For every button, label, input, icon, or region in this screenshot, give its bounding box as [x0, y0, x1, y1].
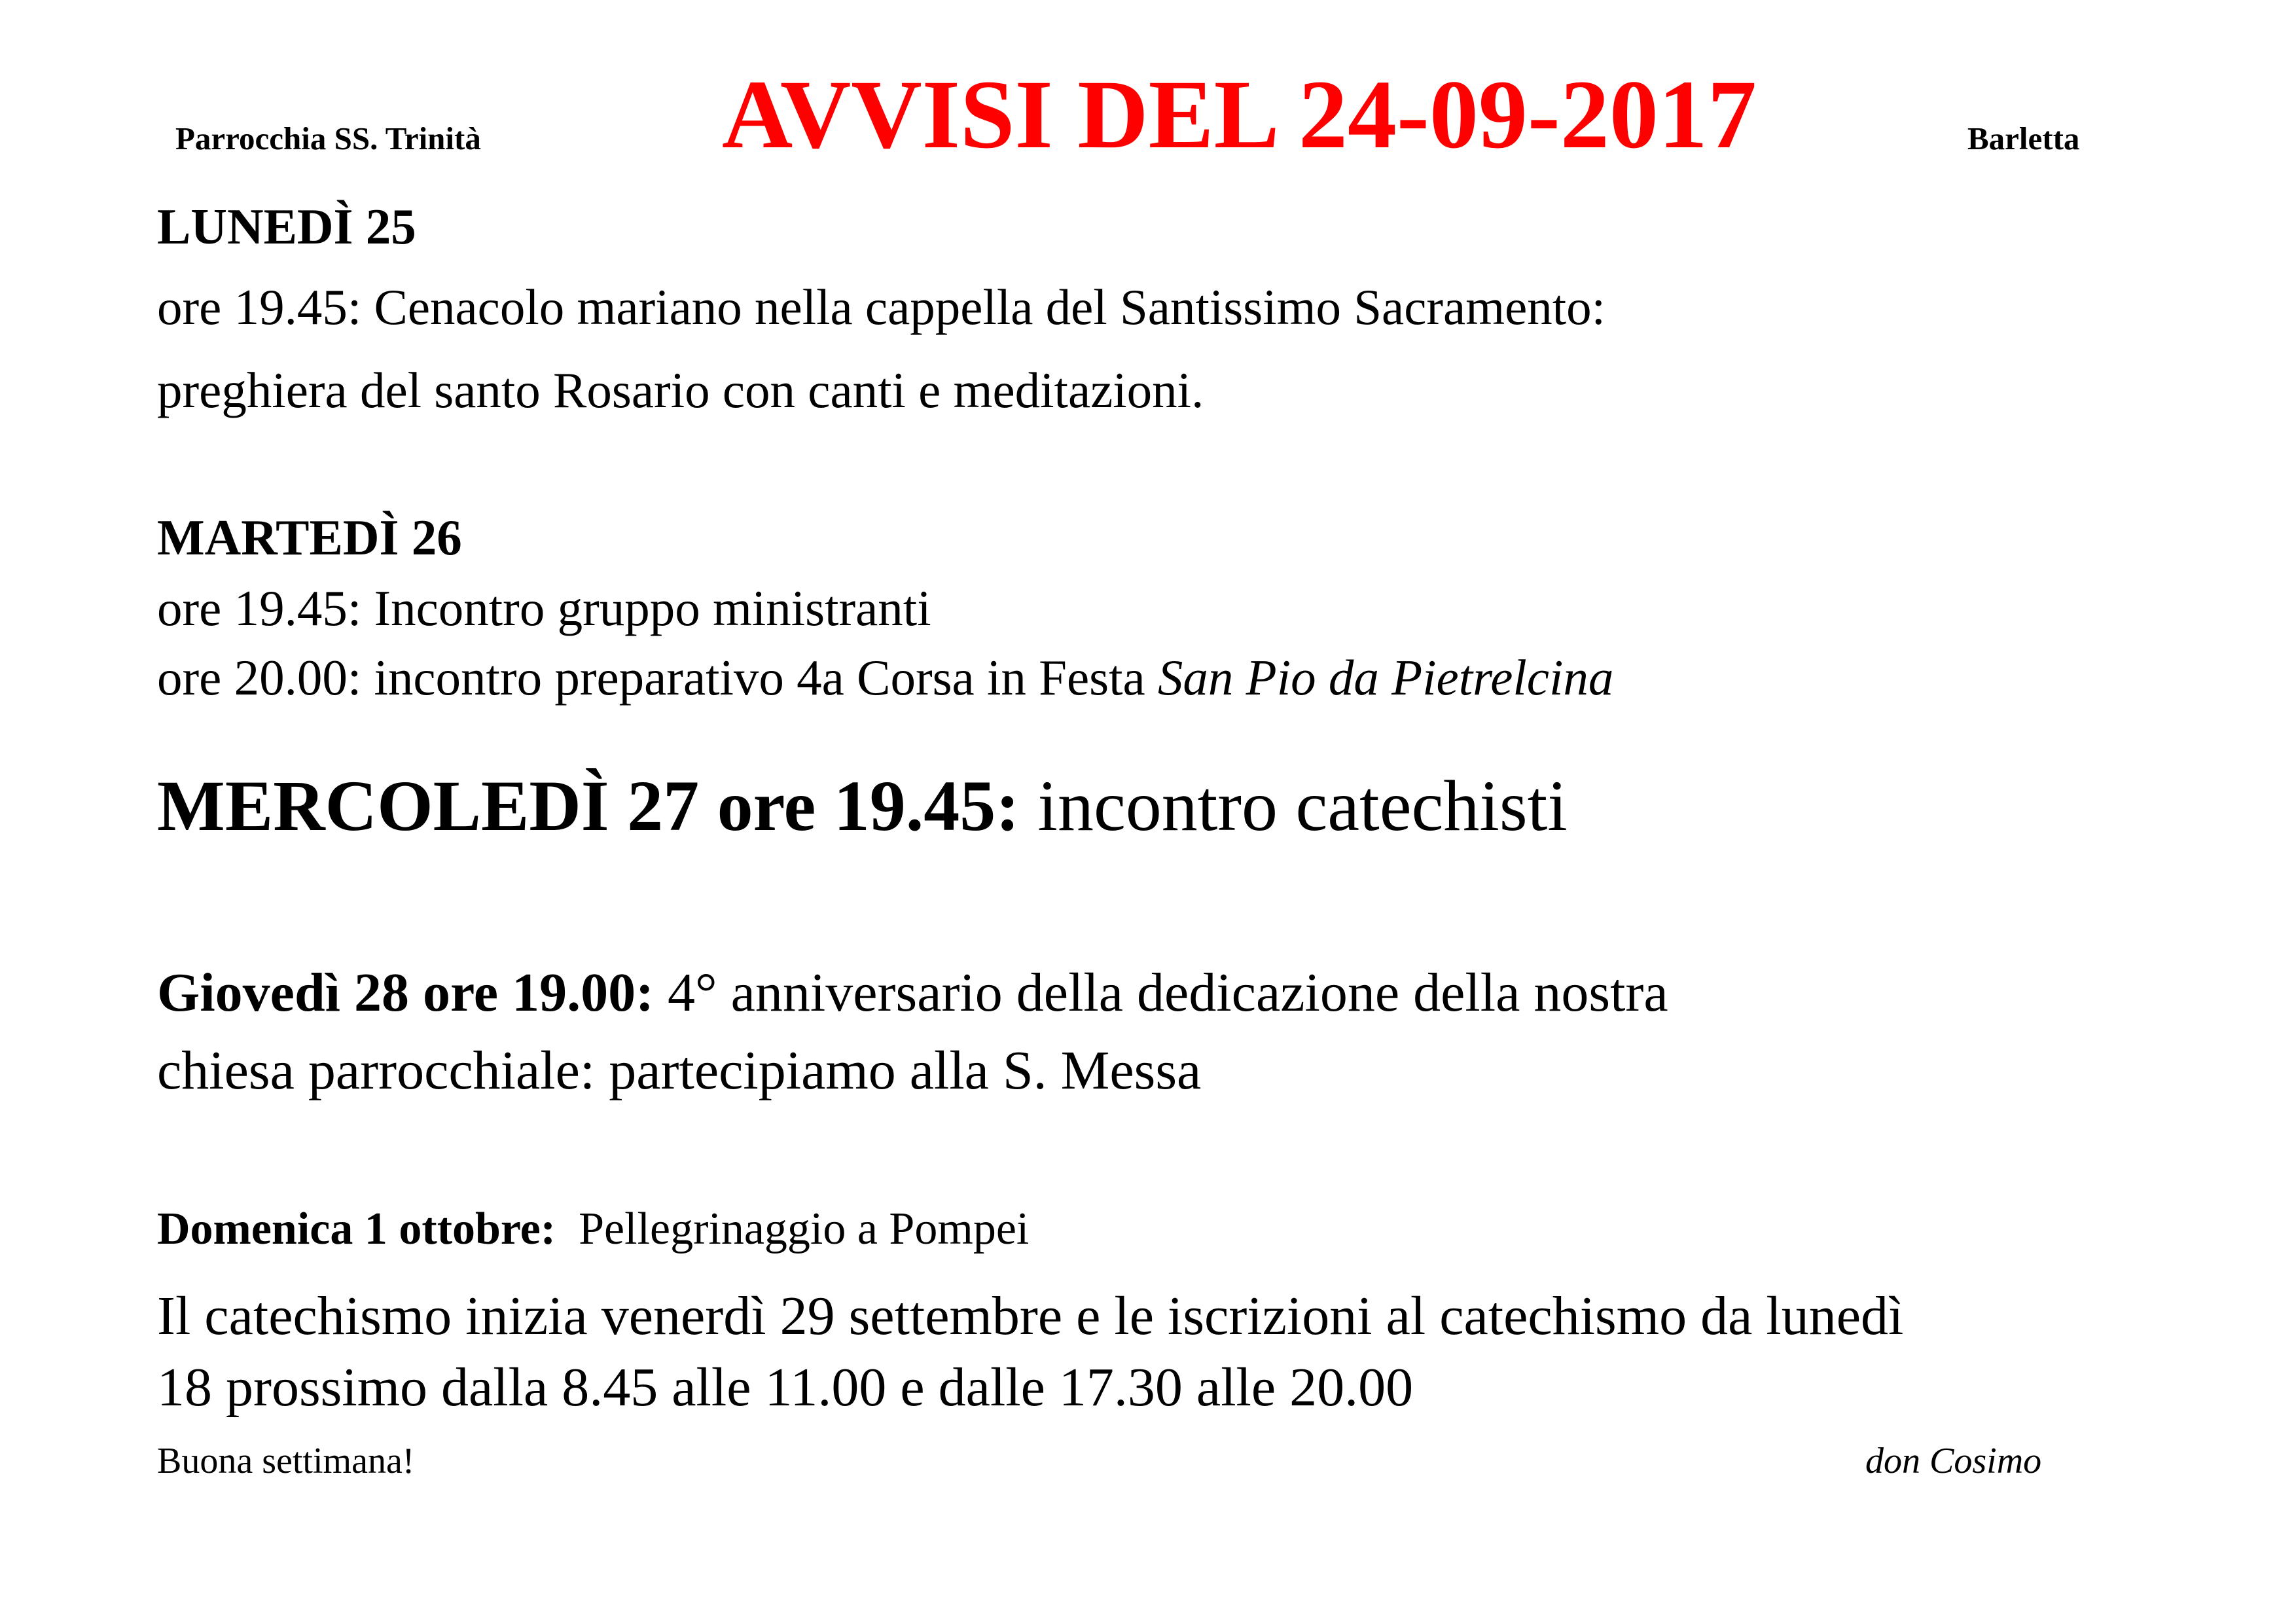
- sunday-text: Pellegrinaggio a Pompei: [556, 1204, 1030, 1254]
- tuesday-line-1: ore 19.45: Incontro gruppo ministranti: [157, 580, 931, 636]
- sunday-label: Domenica 1 ottobre:: [157, 1204, 556, 1254]
- greeting: Buona settimana!: [157, 1441, 415, 1481]
- monday-heading: LUNEDÌ 25: [157, 198, 416, 255]
- catechism-line-2: 18 prossimo dalla 8.45 alle 11.00 e dalle 17.30 alle 20.00: [157, 1357, 1414, 1418]
- signature: don Cosimo: [1865, 1441, 2042, 1481]
- page-title: AVVISI DEL 24-09-2017: [722, 60, 1757, 169]
- thursday-text-1: 4° anniversario della dedicazione della nostra: [654, 962, 1668, 1023]
- monday-line-1: ore 19.45: Cenacolo mariano nella cappella del Santissimo Sacramento:: [157, 279, 1606, 335]
- city-name: Barletta: [1967, 120, 2080, 156]
- thursday-label: Giovedì 28 ore 19.00:: [157, 962, 655, 1023]
- wednesday-text: incontro catechisti: [1019, 766, 1568, 846]
- catechism-line-1: Il catechismo inizia venerdì 29 settembre e le iscrizioni al catechismo da lunedì: [157, 1286, 1904, 1346]
- sunday-notice: [157, 1203, 1029, 1255]
- tuesday-line-2: [157, 649, 1613, 707]
- monday-line-2: preghiera del santo Rosario con canti e meditazioni.: [157, 362, 1204, 418]
- thursday-line-2: chiesa parrocchiale: partecipiamo alla S. Messa: [157, 1040, 1202, 1101]
- thursday-line-1: [157, 961, 1668, 1024]
- event-name-italic: San Pio da Pietrelcina: [1157, 649, 1614, 706]
- wednesday-label: MERCOLEDÌ 27 ore 19.45:: [157, 766, 1020, 846]
- tuesday-line-2-text: ore 20.00: incontro preparativo 4a Corsa in Festa: [157, 649, 1158, 706]
- wednesday-notice: [157, 765, 1568, 848]
- tuesday-heading: MARTEDÌ 26: [157, 509, 462, 566]
- parish-name: Parrocchia SS. Trinità: [175, 120, 481, 156]
